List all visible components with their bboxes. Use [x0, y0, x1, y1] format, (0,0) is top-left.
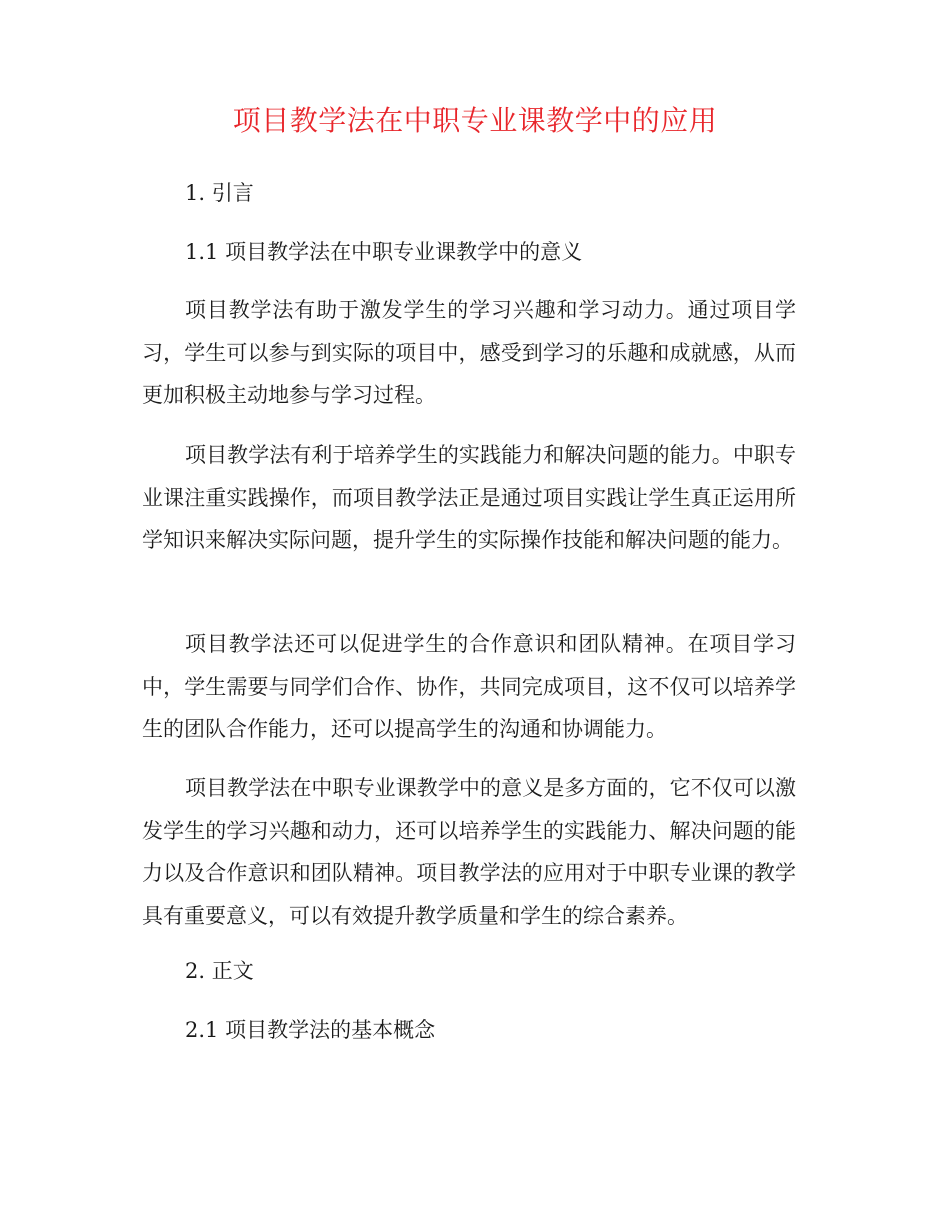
document-title: 项目教学法在中职专业课教学中的应用 [232, 104, 718, 137]
paragraph-3: 项目教学法还可以促进学生的合作意识和团队精神。在项目学习中，学生需要与同学们合作、协作，共同完成项目，这不仅可以培养学生的团队合作能力，还可以提高学生的沟通和协调能力。 [142, 632, 796, 741]
paragraph-1: 项目教学法有助于激发学生的学习兴趣和学习动力。通过项目学习，学生可以参与到实际的项目中，感受到学习的乐趣和成就感，从而更加积极主动地参与学习过程。 [142, 298, 796, 407]
section-heading-1: 1. 引言 [185, 181, 254, 205]
section-heading-1-1: 1.1 项目教学法在中职专业课教学中的意义 [185, 240, 583, 264]
paragraph-4: 项目教学法在中职专业课教学中的意义是多方面的，它不仅可以激发学生的学习兴趣和动力，还可以培养学生的实践能力、解决问题的能力以及合作意识和团队精神。项目教学法的应用对于中职专业课的教学具有重要意义，可以有效提升教学质量和学生的综合素养。 [142, 776, 796, 928]
section-heading-2-1: 2.1 项目教学法的基本概念 [185, 1018, 436, 1042]
paragraph-2: 项目教学法有利于培养学生的实践能力和解决问题的能力。中职专业课注重实践操作，而项目教学法正是通过项目实践让学生真正运用所学知识来解决实际问题，提升学生的实际操作技能和解决问题的能力。 [142, 443, 796, 552]
section-heading-2: 2. 正文 [185, 959, 254, 983]
